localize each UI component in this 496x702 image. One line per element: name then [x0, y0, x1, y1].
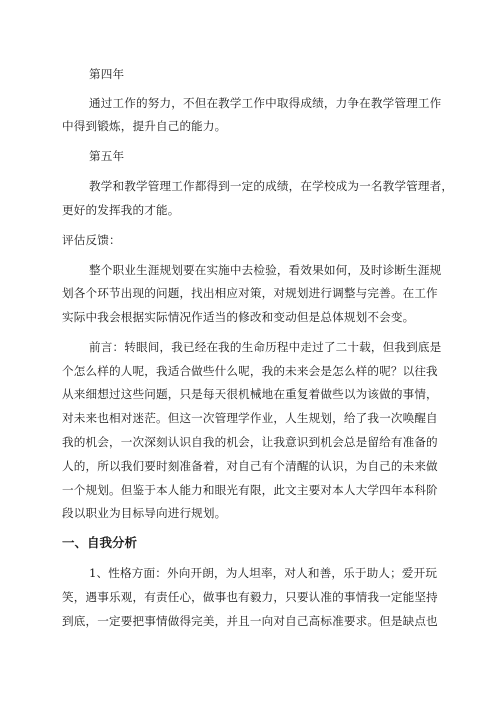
year5-title: 第五年: [89, 149, 125, 163]
year4-text-line-1: 通过工作的努力，不但在教学工作中取得成绩，力争在教学管理工作: [89, 96, 442, 110]
preface-line-6: 人的，所以我们要时刻准备着，对自己有个清醒的认识，为自己的未来做: [62, 459, 438, 473]
personality-line-1: 1、性格方面：外向开朗，为人坦率，对人和善，乐于助人；爱开玩: [89, 566, 438, 580]
feedback-text-line-2: 划各个环节出现的问题，找出相应对策，对规划进行调整与完善。在工作: [62, 286, 438, 300]
year4-title: 第四年: [89, 67, 125, 81]
self-analysis-heading: 一、自我分析: [62, 535, 138, 550]
preface-line-3: 从来细想过这些问题，只是每天很机械地在重复着做些以为该做的事情，: [62, 387, 438, 401]
personality-line-3: 到底，一定要把事情做得完美，并且一向对自己高标准要求。但是缺点也: [62, 614, 438, 628]
feedback-text-line-1: 整个职业生涯规划要在实施中去检验，看效果如何，及时诊断生涯规: [89, 263, 442, 277]
feedback-text-line-3: 实际中我会根据实际情况作适当的修改和变动但是总体规划不会变。: [62, 310, 415, 324]
feedback-title: 评估反馈：: [62, 233, 121, 247]
preface-line-7: 一个规划。但鉴于本人能力和眼光有限，此文主要对本人大学四年本科阶: [62, 483, 438, 497]
year4-text-line-2: 中得到锻炼，提升自己的能力。: [62, 119, 227, 133]
personality-line-2: 笑，遇事乐观，有责任心，做事也有毅力，只要认准的事情我一定能坚持: [62, 590, 438, 604]
preface-line-1: 前言：转眼间，我已经在我的生命历程中走过了二十载，但我到底是: [89, 340, 442, 354]
year5-text-line-2: 更好的发挥我的才能。: [62, 203, 180, 217]
year5-text-line-1: 教学和教学管理工作都得到一定的成绩，在学校成为一名教学管理者，: [89, 179, 454, 193]
preface-line-5: 我的机会，一次深刻认识自我的机会，让我意识到机会总是留给有准备的: [62, 435, 438, 449]
preface-line-2: 个怎么样的人呢，我适合做些什么呢，我的未来会是怎么样的呢？以往我: [62, 364, 438, 378]
preface-line-4: 对未来也相对迷茫。但这一次管理学作业，人生规划，给了我一次唤醒自: [62, 411, 438, 425]
preface-line-8: 段以职业为目标导向进行规划。: [62, 506, 227, 520]
